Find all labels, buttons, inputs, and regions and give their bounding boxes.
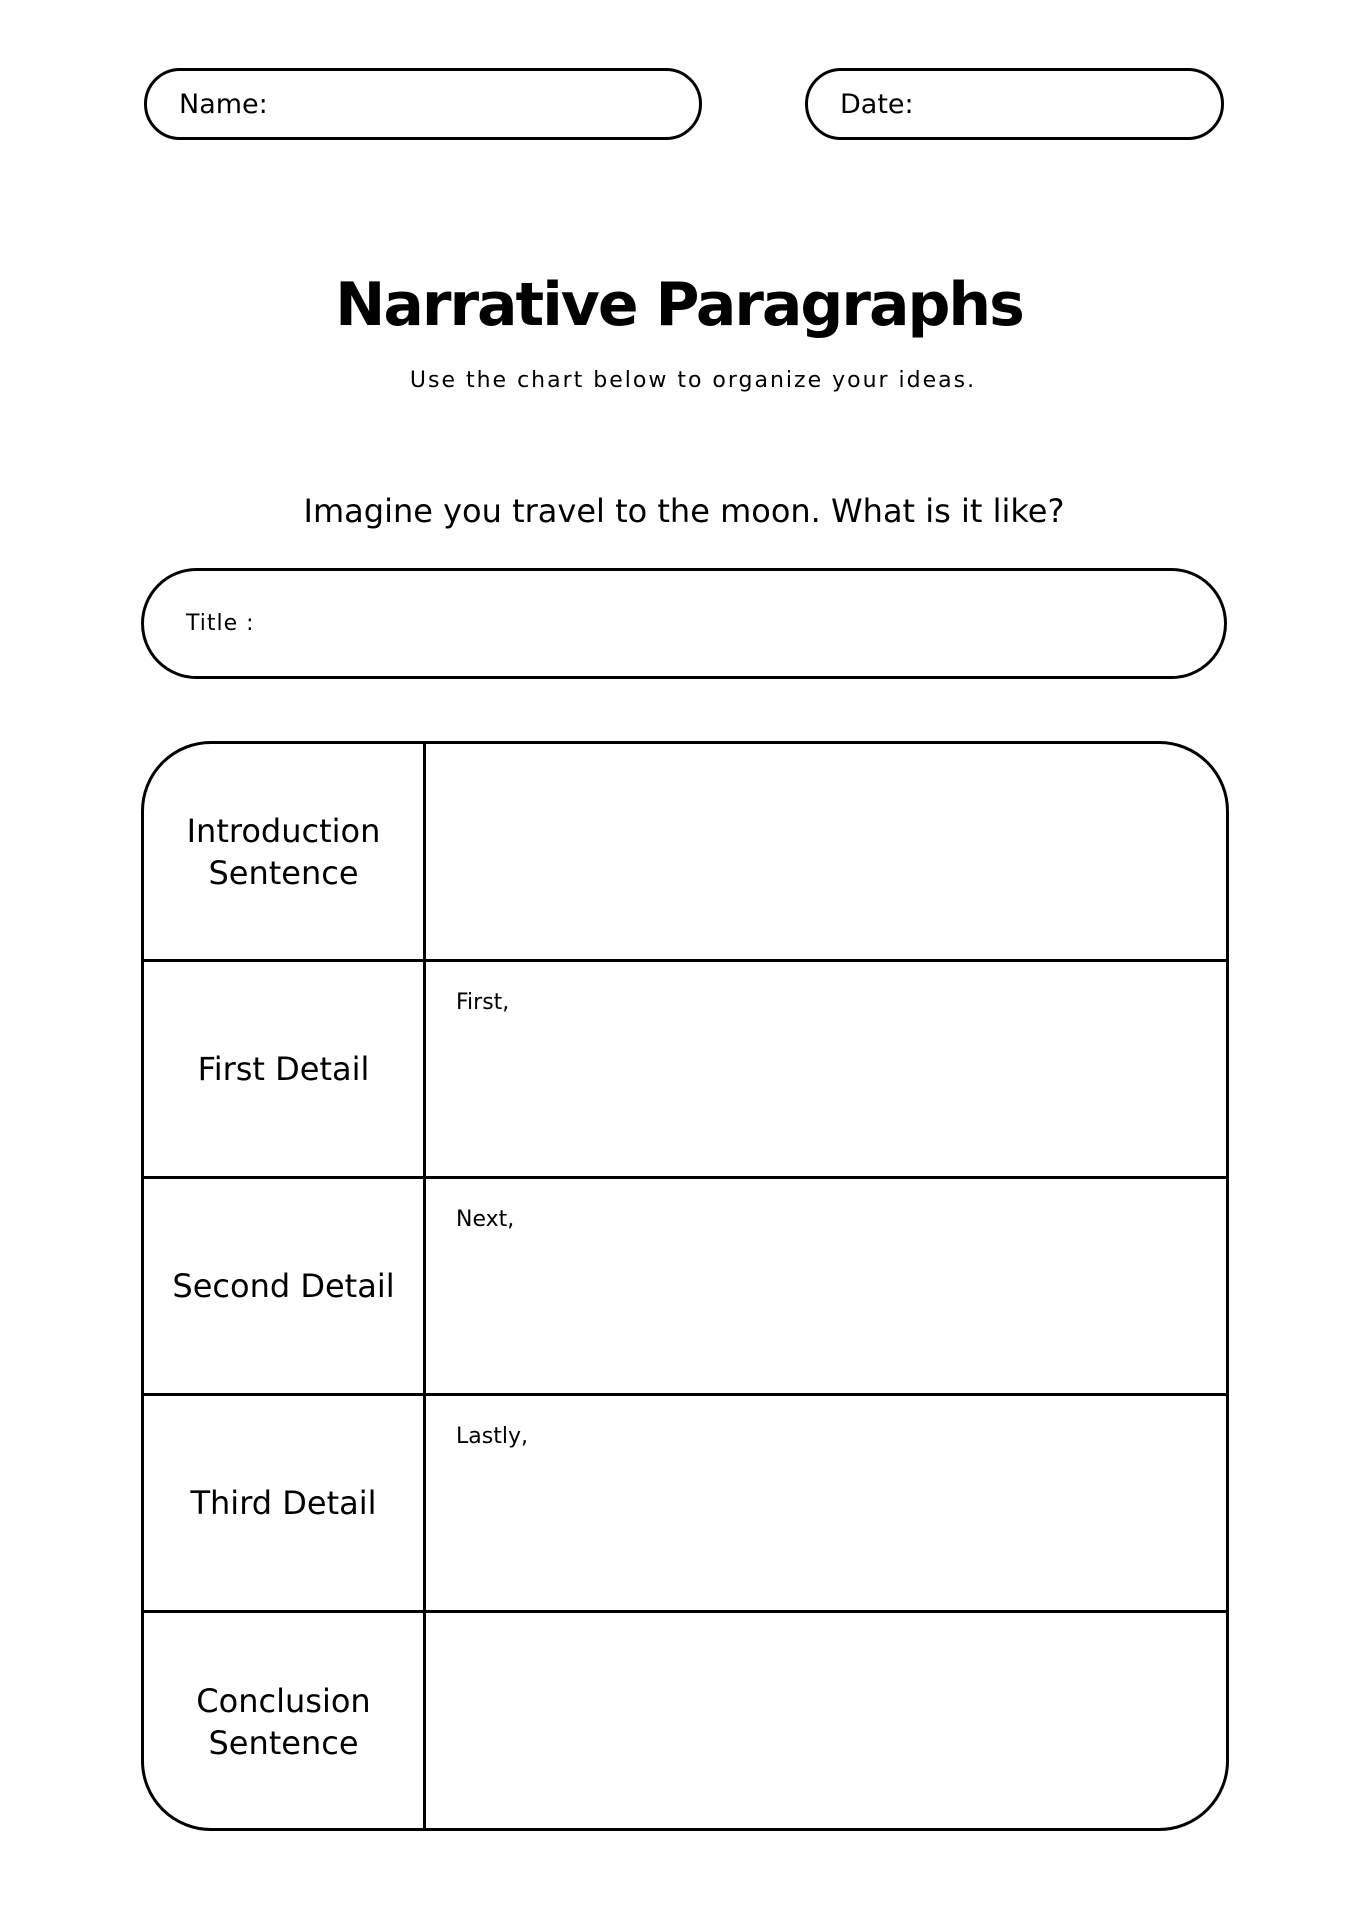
date-field[interactable] (805, 68, 1224, 140)
column-divider (423, 744, 426, 1828)
date-label: Date: (840, 88, 914, 120)
chart-row-conclusion (144, 1613, 1226, 1831)
name-label: Name: (179, 88, 268, 120)
row-label-introduction: Introduction Sentence (186, 811, 381, 892)
chart-row-third-detail (144, 1396, 1226, 1613)
chart-row-first-detail (144, 962, 1226, 1179)
row-starter-second-detail: Next, (456, 1207, 515, 1232)
title-field-label: Title : (186, 611, 255, 636)
chart-row-introduction (144, 744, 1226, 962)
name-field[interactable] (144, 68, 702, 140)
page-subtitle: Use the chart below to organize your ideas. (409, 368, 977, 393)
row-starter-third-detail: Lastly, (456, 1424, 528, 1449)
row-starter-first-detail: First, (456, 990, 510, 1015)
row-label-second-detail: Second Detail (172, 1267, 395, 1305)
title-field[interactable] (141, 568, 1227, 679)
chart-row-second-detail (144, 1179, 1226, 1396)
organizer-chart (141, 741, 1229, 1831)
page-title: Narrative Paragraphs (335, 270, 1023, 340)
row-label-third-detail: Third Detail (190, 1484, 377, 1522)
writing-prompt: Imagine you travel to the moon. What is it like? (303, 492, 1065, 530)
row-label-conclusion: Conclusion Sentence (196, 1682, 371, 1762)
row-label-first-detail: First Detail (197, 1050, 370, 1088)
